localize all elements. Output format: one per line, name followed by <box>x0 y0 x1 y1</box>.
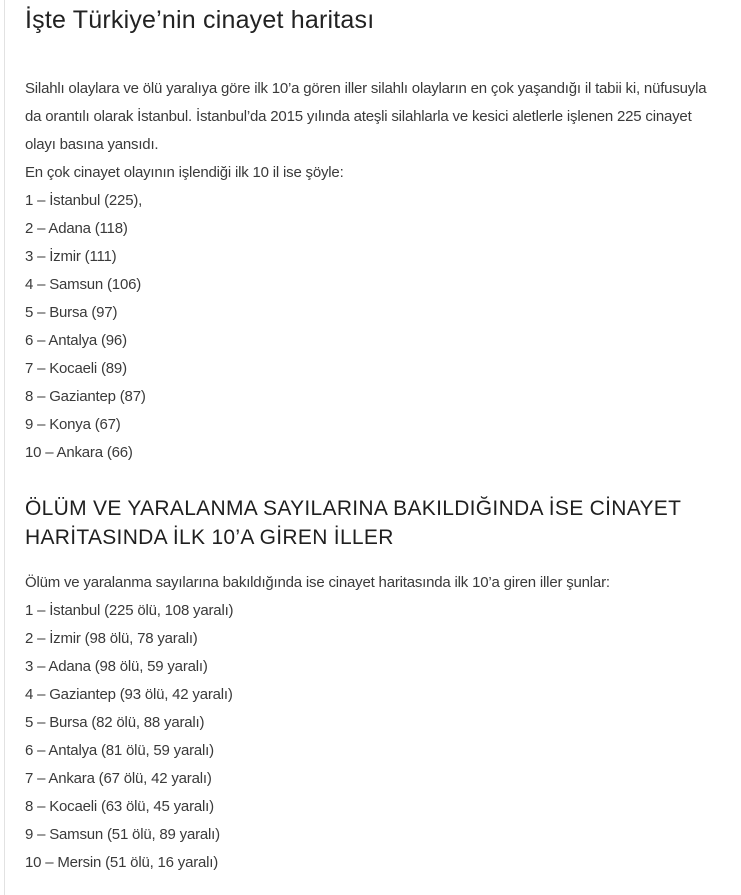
incidents-ranking-list <box>25 187 146 467</box>
left-border-divider <box>4 0 5 895</box>
intro-text: Silahlı olaylara ve ölü yaralıya göre ilk 10’a gören iller silahlı olayların en çok yaşandığı il tabii ki, nüfusuyla da orantılı olarak İstanbul. İstanbul’da 2015 yılında ateşli silahlarla ve kesici aletlerle işlenen 225 cinayet olayı basına yansıdı. <box>25 80 707 153</box>
list-item: 9 – Konya (67) <box>25 416 121 433</box>
list-item: 8 – Kocaeli (63 ölü, 45 yaralı) <box>25 798 214 815</box>
list-item: 8 – Gaziantep (87) <box>25 388 146 405</box>
list-item: 3 – Adana (98 ölü, 59 yaralı) <box>25 658 208 675</box>
list-item: 2 – İzmir (98 ölü, 78 yaralı) <box>25 630 198 647</box>
list-item: 1 – İstanbul (225 ölü, 108 yaralı) <box>25 602 234 619</box>
list-item: 7 – Ankara (67 ölü, 42 yaralı) <box>25 770 212 787</box>
list-item: 6 – Antalya (81 ölü, 59 yaralı) <box>25 742 214 759</box>
list-item: 2 – Adana (118) <box>25 220 128 237</box>
article-title: İşte Türkiye’nin cinayet haritası <box>25 6 375 34</box>
list-intro-text: En çok cinayet olayının işlendiği ilk 10 il ise şöyle: <box>25 164 344 181</box>
list-item: 7 – Kocaeli (89) <box>25 360 127 377</box>
casualties-ranking-list <box>25 597 233 877</box>
section-intro: Ölüm ve yaralanma sayılarına bakıldığında ise cinayet haritasında ilk 10’a giren iller şunlar: <box>25 574 610 591</box>
section-heading: ÖLÜM VE YARALANMA SAYILARINA BAKILDIĞINDA İSE CİNAYET HARİTASINDA İLK 10’A GİREN İLLER <box>25 497 681 549</box>
list-item: 5 – Bursa (97) <box>25 304 118 321</box>
list-item: 5 – Bursa (82 ölü, 88 yaralı) <box>25 714 205 731</box>
list-item: 9 – Samsun (51 ölü, 89 yaralı) <box>25 826 220 843</box>
list-item: 3 – İzmir (111) <box>25 248 117 265</box>
list-item: 6 – Antalya (96) <box>25 332 127 349</box>
list-item: 4 – Samsun (106) <box>25 276 142 293</box>
list-item: 10 – Mersin (51 ölü, 16 yaralı) <box>25 854 219 871</box>
list-item: 4 – Gaziantep (93 ölü, 42 yaralı) <box>25 686 233 703</box>
list-item: 1 – İstanbul (225), <box>25 192 143 209</box>
intro-paragraph <box>25 75 725 187</box>
list-item: 10 – Ankara (66) <box>25 444 133 461</box>
